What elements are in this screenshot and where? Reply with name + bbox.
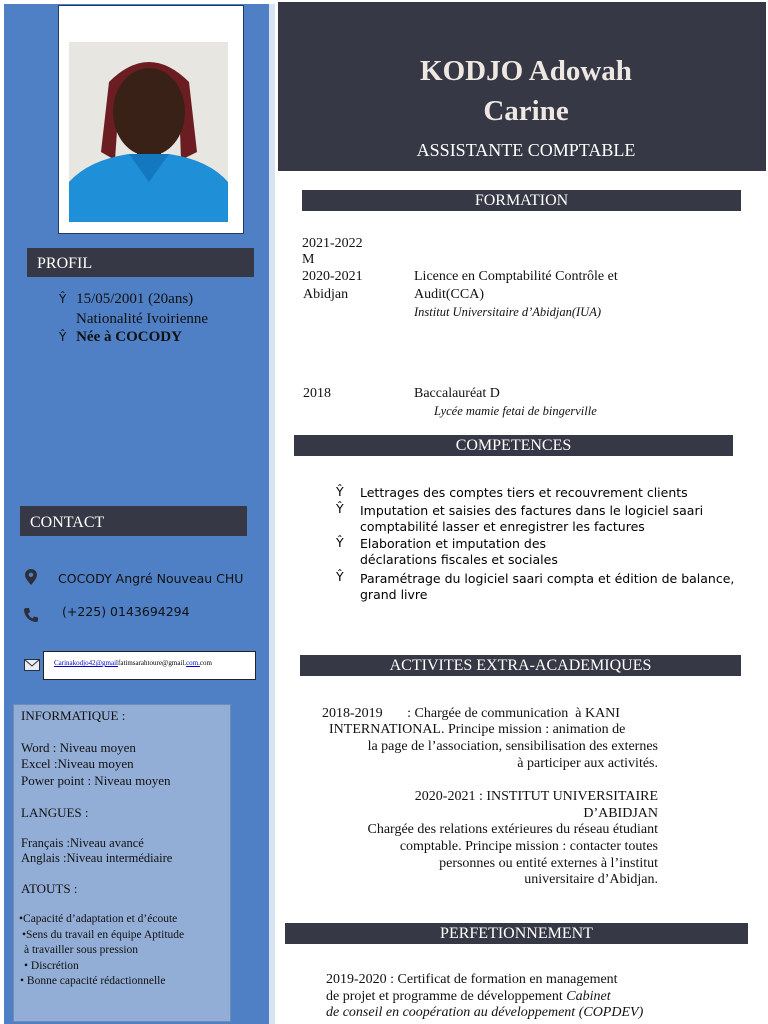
edu-2-year: 2020-2021 [302,269,363,284]
edu-1-sub: M [302,252,315,267]
edu-2-place: Abidjan [303,287,349,302]
nationality: Nationalité Ivoirienne [76,311,209,327]
competence-4b: grand livre [360,587,428,602]
skill-excel: Excel :Niveau moyen [21,756,134,771]
email-link-2: fatimsarahtoure@gmail. [118,659,187,667]
edu-3-school: Lycée mamie fetai de bingerville [434,404,597,418]
edu-1-year: 2021-2022 [302,236,363,251]
bullet-icon: Ŷ [59,330,67,344]
activity-1-line-2: INTERNATIONAL. Principe mission : animation de [329,722,626,737]
contact-address: COCODY Angré Nouveau CHU [58,571,244,586]
edu-3-title: Baccalauréat D [414,386,500,401]
competence-2b: comptabilité lasser et enregistrer les factures [360,519,645,534]
lang-english: Anglais :Niveau intermédiaire [21,851,173,865]
atout-4: • Bonne capacité rédactionnelle [20,975,166,987]
informatique-heading: INFORMATIQUE : [21,708,126,723]
atout-3: • Discrétion [24,960,79,972]
atout-1: •Capacité d’adaptation et d’écoute [19,913,178,925]
bullet-icon: Ŷ [59,292,67,306]
bullet-icon: Ŷ [336,569,344,584]
bullet-icon: Ŷ [336,484,344,499]
training-line-2-text: de projet et programme de développement [326,989,567,1004]
training-line-1: 2019-2020 : Certificat de formation en management [326,972,618,987]
atout-2b: à travailler sous pression [24,944,139,956]
atout-2a: •Sens du travail en équipe Aptitude [22,929,185,941]
job-title: ASSISTANTE COMPTABLE [416,140,636,160]
activity-2-line-6: universitaire d’Abidjan. [524,872,658,887]
langues-heading: LANGUES : [21,805,89,820]
contact-phone[interactable]: (+225) 0143694294 [62,604,190,619]
profile-heading: PROFIL [27,248,254,277]
name-header [278,2,766,171]
competence-1: Lettrages des comptes tiers et recouvrement clients [360,485,688,500]
skill-powerpoint: Power point : Niveau moyen [21,773,171,788]
sidebar-divider [269,4,275,1024]
formation-heading: FORMATION [302,190,741,211]
activity-2-line-4: comptable. Principe mission : contacter toutes [399,839,658,854]
training-org-part-1: Cabinet [566,989,611,1004]
envelope-icon [24,659,40,671]
competence-3a: Elaboration et imputation des [360,536,547,551]
atouts-heading: ATOUTS : [21,881,78,896]
activity-1-line-1: 2018-2019 : Chargée de communication à KANI [322,706,620,721]
name-line-1: KODJO Adowah [420,55,632,87]
bullet-icon: Ŷ [336,501,344,516]
edu-3-year: 2018 [303,386,331,401]
competences-heading: COMPETENCES [294,435,733,456]
skill-word: Word : Niveau moyen [21,740,136,755]
birth-date: 15/05/2001 (20ans) [76,291,194,307]
birthplace-text: Née à COCODY [76,329,182,345]
profile-photo [69,42,228,222]
location-pin-icon [25,569,37,585]
competence-2a: Imputation et saisies des factures dans le logiciel saari [360,503,704,518]
perfectionnement-heading: PERFETIONNEMENT [285,923,748,944]
activity-2-line-1: 2020-2021 : INSTITUT UNIVERSITAIRE [414,789,658,804]
profile-birth [59,291,259,308]
training-org: de conseil en coopération au développement (COPDEV) [326,1005,644,1020]
skills-box [13,704,231,1022]
email-box[interactable] [43,651,256,680]
bullet-icon: Ŷ [336,535,344,550]
edu-2-title-2: Audit(CCA) [414,287,484,302]
contact-heading: CONTACT [20,506,247,536]
training-line-2 [326,989,611,1005]
activity-2-line-2: D’ABIDJAN [583,806,658,821]
lang-french: Français :Niveau avancé [21,836,144,850]
email-link-3[interactable]: com. [186,659,200,667]
birthplace [59,329,259,346]
email-link-4: com [199,659,212,667]
activity-2-line-3: Chargée des relations extérieures du réseau étudiant [367,822,658,837]
activity-1-line-4: à participer aux activités. [517,756,658,771]
activity-2-line-5: personnes ou entité externes à l’institut [439,856,658,871]
activities-heading: ACTIVITES EXTRA-ACADEMIQUES [300,655,741,676]
competence-4a: Paramétrage du logiciel saari compta et édition de balance, [360,571,735,586]
edu-2-title-1: Licence en Comptabilité Contrôle et [414,269,618,284]
phone-icon[interactable] [23,607,39,623]
competence-3b: déclarations fiscales et sociales [360,552,558,567]
email-link-1[interactable]: Carinakodjo42@gmail [54,659,118,667]
name-line-2: Carine [483,95,569,127]
edu-2-school: Institut Universitaire d’Abidjan(IUA) [414,305,602,319]
activity-1-line-3: la page de l’association, sensibilisation des externes [367,739,658,754]
